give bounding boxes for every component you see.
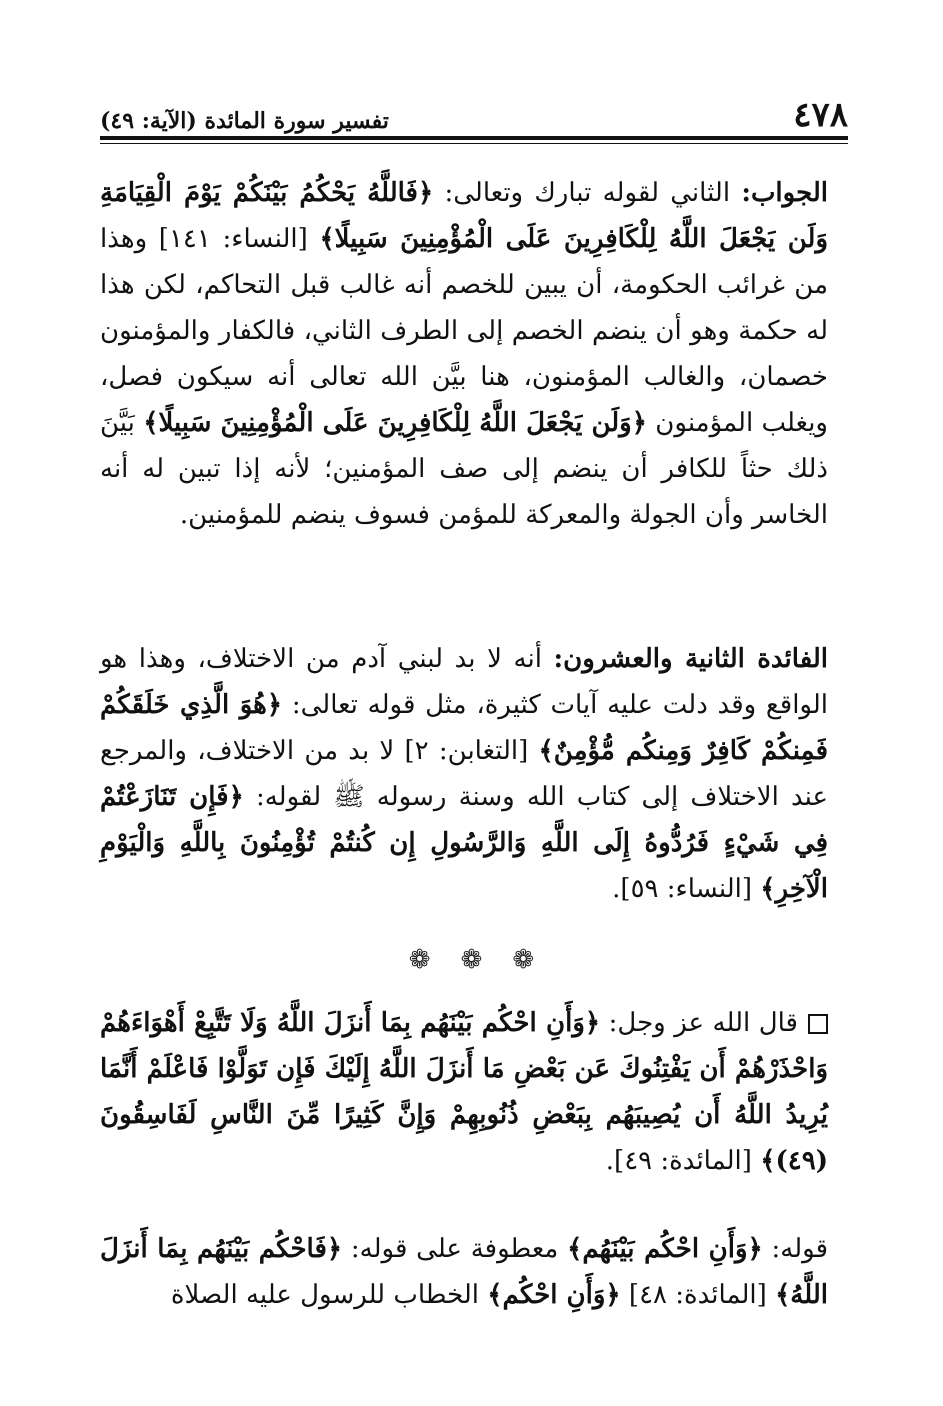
header-rule-thin: [100, 143, 848, 144]
benefit-label: الفائدة الثانية والعشرون:: [553, 644, 828, 674]
page-header: [100, 82, 848, 135]
star-ornament-icon: ❁: [408, 945, 431, 975]
square-bullet-icon: [808, 1014, 828, 1034]
running-title: تفسير سورة المائدة (الآية: ٤٩): [100, 108, 389, 134]
text-segment: [المائدة: ٤٨]: [620, 1280, 776, 1310]
star-ornament-icon: ❁: [512, 945, 535, 975]
answer-paragraph: [100, 170, 828, 538]
quran-quote: ﴿وَأَنِ احْكُم بَيْنَهُم بِمَا أَنزَلَ اللَّهُ وَلَا تَتَّبِعْ أَهْوَاءَهُمْ وَاحْذَرْهُمْ أَن يَفْتِنُوكَ عَن بَعْضِ مَا أَنزَلَ اللَّهُ إِلَيْكَ فَإِن تَوَلَّوْا فَاعْلَمْ أَنَّمَا يُرِيدُ اللَّهُ أَن يُصِيبَهُم بِبَعْضِ ذُنُوبِهِمْ وَإِنَّ كَثِيرًا مِّنَ النَّاسِ لَفَاسِقُونَ (٤٩)﴾: [100, 1008, 828, 1176]
text-segment: [النساء: ٥٩].: [612, 874, 761, 904]
answer-label: الجواب:: [741, 178, 829, 208]
commentary-paragraph: [100, 1226, 828, 1318]
section-separator: [0, 940, 943, 980]
benefit-paragraph: [100, 636, 828, 912]
text-segment: الخطاب للرسول عليه الصلاة: [170, 1280, 488, 1310]
star-ornament-icon: ❁: [460, 945, 483, 975]
quran-quote: ﴿فَاللَّهُ يَحْكُمُ بَيْنَكُمْ يَوْمَ الْقِيَامَةِ وَلَن يَجْعَلَ اللَّهُ لِلْكَافِرِينَ عَلَى الْمُؤْمِنِينَ سَبِيلًا﴾: [100, 178, 829, 254]
quran-quote: ﴿هُوَ الَّذِي خَلَقَكُمْ فَمِنكُمْ كَافِرٌ وَمِنكُم مُّؤْمِنٌ﴾: [100, 690, 829, 766]
page-number: ٤٧٨: [793, 95, 848, 135]
text-segment: بَيَّنَ ذلك حثاً للكافر أن ينضم إلى صف المؤمنين؛ لأنه إذا تبين له أنه الخاسر وأن الجولة والمعركة للمؤمن فسوف ينضم للمؤمنين.: [100, 408, 828, 530]
text-segment: قال الله عز وجل:: [600, 1008, 798, 1038]
quran-quote: ﴿وَأَنِ احْكُم﴾: [487, 1280, 621, 1310]
text-segment: أنه لا بد لبني آدم من الاختلاف، وهذا هو الواقع وقد دلت عليه آيات كثيرة، مثل قوله تعالى:: [100, 644, 828, 720]
quran-quote: ﴿وَلَن يَجْعَلَ اللَّهُ لِلْكَافِرِينَ عَلَى الْمُؤْمِنِينَ سَبِيلًا﴾: [143, 408, 647, 438]
quran-quote: ﴿وَأَنِ احْكُم بَيْنَهُم﴾: [567, 1234, 763, 1264]
text-segment: [النساء: ١٤١] وهذا من غرائب الحكومة، أن يبين للخصم أنه غالب قبل التحاكم، لكن هذا له حكمة وهو أن ينضم الخصم إلى الطرف الثاني، فالكفار والمؤمنون خصمان، والغالب المؤمنون، هنا بيَّن الله تعالى أنه سيكون فصل، ويغلب المؤمنون: [100, 224, 828, 438]
quran-quote: ﴿فَاحْكُم بَيْنَهُم بِمَا أَنزَلَ اللَّهُ﴾: [100, 1234, 828, 1310]
text-segment: معطوفة على قوله:: [342, 1234, 568, 1264]
text-segment: [المائدة: ٤٩].: [605, 1146, 761, 1176]
verse-paragraph: [100, 1000, 828, 1184]
text-segment: قوله:: [762, 1234, 829, 1264]
text-segment: [التغابن: ٢] لا بد من الاختلاف، والمرجع عند الاختلاف إلى كتاب الله وسنة رسوله ﷺ لقوله:: [100, 736, 829, 812]
header-rule-thick: [100, 136, 848, 140]
text-segment: الثاني لقوله تبارك وتعالى:: [433, 178, 742, 208]
quran-quote: ﴿فَإِن تَنَازَعْتُمْ فِي شَيْءٍ فَرُدُّوهُ إِلَى اللَّهِ وَالرَّسُولِ إِن كُنتُمْ تُؤْمِنُونَ بِاللَّهِ وَالْيَوْمِ الْآخِرِ﴾: [100, 782, 828, 904]
